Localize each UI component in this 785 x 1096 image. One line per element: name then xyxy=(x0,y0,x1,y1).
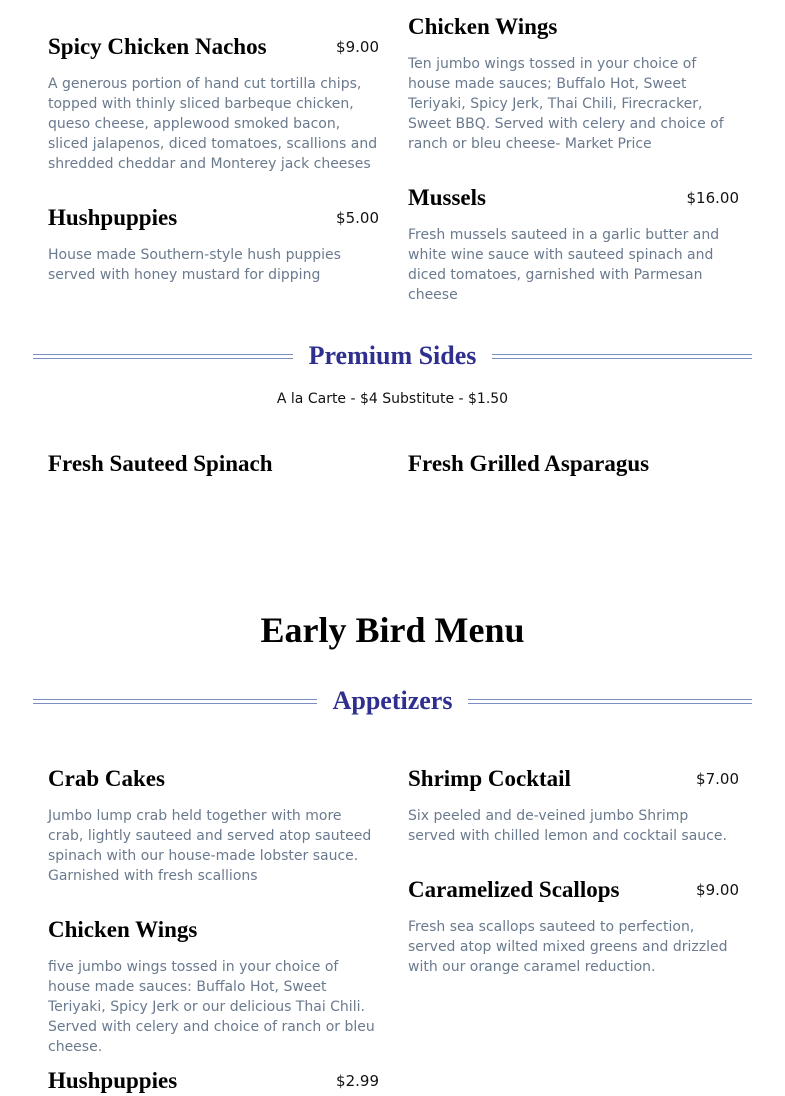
item-description: five jumbo wings tossed in your choice of house made sauces: Buffalo Hot, Sweet Teriyaki, Spicy Jerk or our delicious Thai Chili. Served with celery and choice of ranch or bleu cheese. xyxy=(48,959,375,1055)
item-name: Crab Cakes xyxy=(48,766,165,791)
divider-right xyxy=(492,354,752,359)
menu-item-mussels xyxy=(408,183,739,305)
item-name: Shrimp Cocktail xyxy=(408,766,571,791)
section-heading-premium-sides xyxy=(33,336,752,376)
menu-item-crab-cakes xyxy=(48,764,379,886)
menu-item-chicken-wings xyxy=(408,12,739,154)
section-title: Premium Sides xyxy=(308,341,477,370)
item-price: $9.00 xyxy=(696,881,739,899)
menu-item-hushpuppies-early xyxy=(48,1066,379,1096)
menu-item-spicy-chicken-nachos xyxy=(48,32,379,174)
divider-left xyxy=(33,699,317,704)
item-price: $16.00 xyxy=(686,189,739,207)
item-name: Fresh Sauteed Spinach xyxy=(48,451,273,476)
item-description: Jumbo lump crab held together with more crab, lightly sauteed and served atop sauteed spinach with our house-made lobster sauce. Garnished with fresh scallions xyxy=(48,808,372,884)
item-description: House made Southern-style hush puppies served with honey mustard for dipping xyxy=(48,247,341,283)
item-price: $7.00 xyxy=(696,770,739,788)
menu-item-caramelized-scallops xyxy=(408,875,739,977)
item-price: $9.00 xyxy=(336,38,379,56)
divider-left xyxy=(33,354,293,359)
item-price: $2.99 xyxy=(336,1072,379,1090)
item-name: Mussels xyxy=(408,185,486,210)
item-description: Ten jumbo wings tossed in your choice of house made sauces; Buffalo Hot, Sweet Teriyaki, Spicy Jerk, Thai Chili, Firecracker, Sweet BBQ. Served with celery and choice of ranch or bleu cheese- Market Price xyxy=(408,56,724,152)
side-item-grilled-asparagus xyxy=(408,449,739,479)
premium-sides-pricing-note: A la Carte - $4 Substitute - $1.50 xyxy=(276,391,509,407)
item-name: Fresh Grilled Asparagus xyxy=(408,451,650,476)
item-description: Six peeled and de-veined jumbo Shrimp served with chilled lemon and cocktail sauce. xyxy=(408,808,727,844)
item-name: Hushpuppies xyxy=(48,205,178,230)
section-title: Appetizers xyxy=(332,686,453,715)
menu-title-early-bird: Early Bird Menu xyxy=(260,610,525,650)
item-description: Fresh mussels sauteed in a garlic butter and white wine sauce with sauteed spinach and diced tomatoes, garnished with Parmesan cheese xyxy=(408,227,720,303)
item-description: A generous portion of hand cut tortilla chips, topped with thinly sliced barbeque chicken, queso cheese, applewood smoked bacon, sliced jalapenos, diced tomatoes, scallions and shredded cheddar and Monterey jack cheeses xyxy=(48,76,378,172)
item-name: Spicy Chicken Nachos xyxy=(48,34,267,59)
divider-right xyxy=(468,699,752,704)
item-name: Chicken Wings xyxy=(408,14,558,39)
item-description: Fresh sea scallops sauteed to perfection, served atop wilted mixed greens and drizzled with our orange caramel reduction. xyxy=(408,919,728,975)
menu-item-chicken-wings-early xyxy=(48,915,379,1057)
menu-item-shrimp-cocktail xyxy=(408,764,739,846)
item-name: Hushpuppies xyxy=(48,1068,178,1093)
item-name: Chicken Wings xyxy=(48,917,198,942)
section-heading-appetizers xyxy=(33,681,752,721)
item-name: Caramelized Scallops xyxy=(408,877,620,902)
item-price: $5.00 xyxy=(336,209,379,227)
menu-item-hushpuppies xyxy=(48,203,379,285)
side-item-sauteed-spinach xyxy=(48,449,379,479)
